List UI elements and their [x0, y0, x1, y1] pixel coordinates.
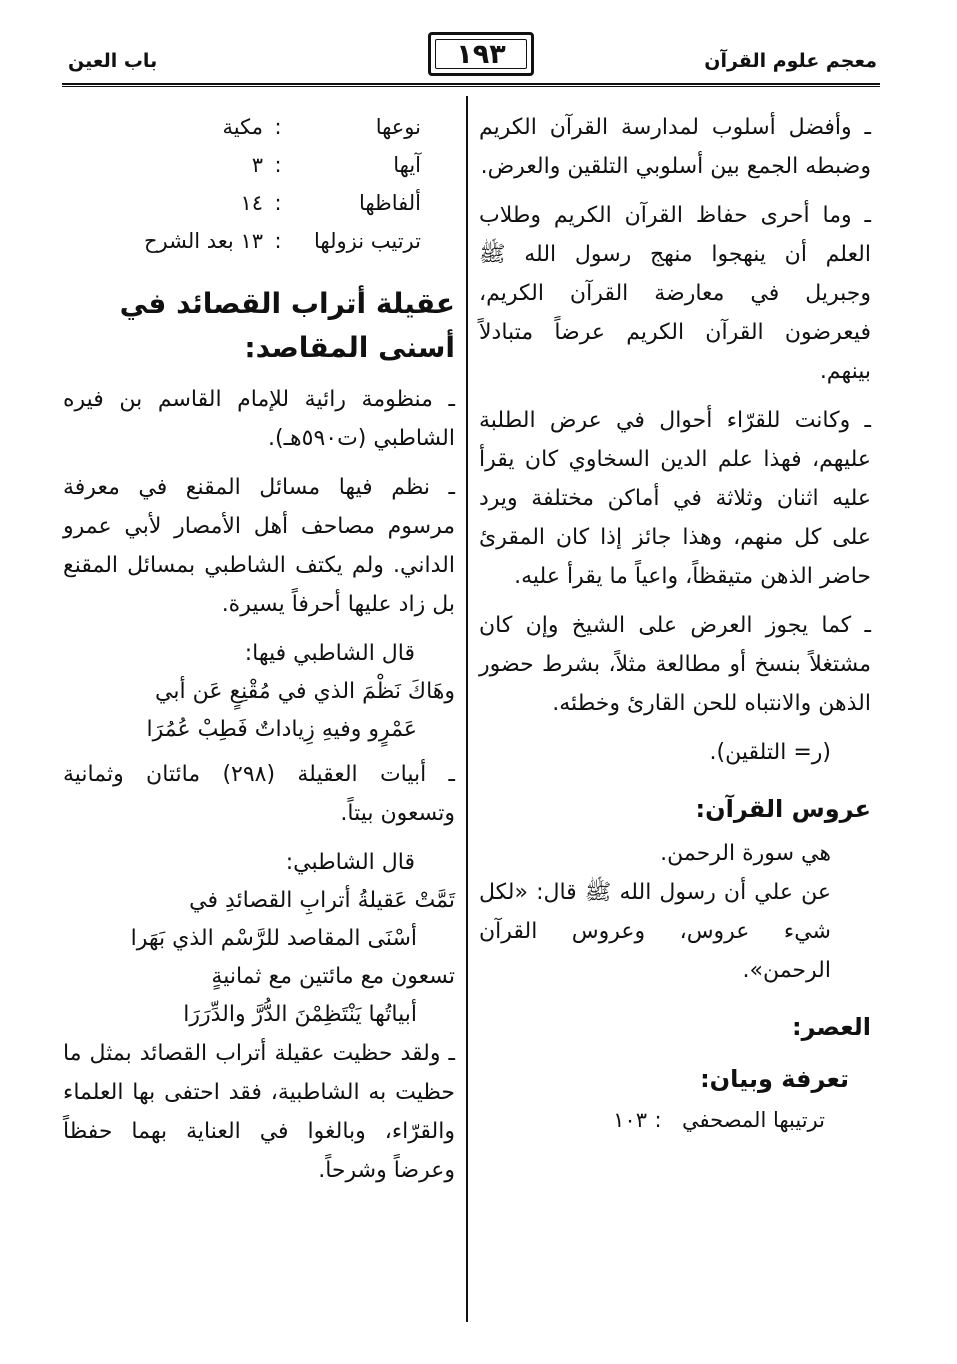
info-value: مكية	[222, 115, 263, 139]
info-row	[63, 184, 421, 222]
page-number: ١٩٣	[456, 38, 506, 70]
colon: :	[274, 115, 282, 139]
subheading: تعرفة وبيان:	[700, 1065, 849, 1093]
entry-heading: عروس القرآن:	[695, 795, 871, 823]
info-row	[63, 146, 421, 184]
verse-line: تسعون مع مائتين مع ثمانيةٍ	[211, 964, 455, 989]
header-rule	[62, 83, 880, 85]
info-label: ترتيب نزولها	[314, 229, 421, 253]
right-column	[479, 108, 871, 1140]
entry-title: عقيلة أتراب القصائد في أسنى المقاصد:	[119, 287, 455, 364]
info-label: ترتيبها المصحفي	[682, 1108, 825, 1132]
verse-line: عَمْرٍو وفيهِ زِياداتٌ فَطِبْ عُمُرَا	[146, 717, 417, 742]
page-number-box	[428, 32, 534, 76]
verse-line: أسْنَى المقاصد للرَّسْم الذي بَهَرا	[130, 926, 417, 951]
info-label: آيها	[393, 153, 421, 177]
info-label: ألفاظها	[358, 191, 421, 215]
info-row	[63, 222, 421, 260]
verse-line: تَمَّتْ عَقيلةُ أترابِ القصائدِ في	[189, 888, 455, 913]
info-value: ١٣ بعد الشرح	[143, 229, 263, 253]
verse	[63, 673, 455, 749]
paragraph: ـ وما أحرى حفاظ القرآن الكريم وطلاب العلم أن ينهجوا منهج رسول الله ﷺ وجبريل في معارضة القرآن الكريم، فيعرضون القرآن الكريم عرضاً متبادلاً بينهم.	[479, 203, 871, 384]
left-column	[63, 108, 455, 1190]
paragraph: ـ وأفضل أسلوب لمدارسة القرآن الكريم وضبطه الجمع بين أسلوبي التلقين والعرض.	[479, 115, 871, 179]
paragraph: ـ منظومة رائية للإمام القاسم بن فيره الشاطبي (ت٥٩٠هـ).	[63, 387, 455, 451]
page-header	[0, 24, 957, 84]
info-value: ١٠٣	[613, 1108, 647, 1132]
info-value: ١٤	[240, 191, 263, 215]
info-row	[63, 108, 421, 146]
paragraph: ـ كما يجوز العرض على الشيخ وإن كان مشتغلاً بنسخ أو مطالعة مثلاً، بشرط حضور الذهن والانتباه للحن القارئ وخطئه.	[479, 613, 871, 716]
paragraph: ـ ولقد حظيت عقيلة أتراب القصائد بمثل ما حظيت به الشاطبية، فقد احتفى بها العلماء والقرّاء، وبالغوا في العناية بهما حفظاً وعرضاً وشرحاً.	[63, 1041, 455, 1183]
verse	[63, 882, 455, 1034]
colon: :	[274, 229, 282, 253]
paragraph: قال الشاطبي:	[285, 850, 415, 875]
colon: :	[654, 1108, 662, 1132]
paragraph: ـ وكانت للقرّاء أحوال في عرض الطلبة عليهم، فهذا علم الدين السخاوي كان يقرأ عليه اثنان وثلاثة في أماكن مختلفة ويرد على كل منهم، وهذا جائز إذا كان المقرئ حاضر الذهن متيقظاً، واعياً ما يقرأ عليه.	[479, 408, 871, 589]
info-label: نوعها	[375, 115, 421, 139]
column-divider	[466, 96, 468, 1322]
verse-line: وهَاكَ نَظْمَ الذي في مُقْنِعٍ عَن أبي	[155, 679, 455, 704]
cross-reference: (ر= التلقين).	[709, 740, 831, 765]
hadith-paragraph: عن علي أن رسول الله ﷺ قال: «لكل شيء عروس، وعروس القرآن الرحمن».	[479, 880, 831, 983]
entry-heading: العصر:	[792, 1013, 871, 1041]
section-title: باب العين	[68, 50, 158, 72]
colon: :	[274, 191, 282, 215]
header-rule-thin	[62, 86, 880, 87]
paragraph: هي سورة الرحمن.	[660, 841, 831, 866]
verse-line: أبياتُها يَنْتَظِمْنَ الدُّرَّ والدِّرَرَا	[183, 1002, 417, 1027]
info-row	[479, 1100, 871, 1140]
paragraph: ـ نظم فيها مسائل المقنع في معرفة مرسوم مصاحف أهل الأمصار لأبي عمرو الداني. ولم يكتف الشاطبي بمسائل المقنع بل زاد عليها أحرفاً يسيرة.	[63, 475, 455, 617]
colon: :	[274, 153, 282, 177]
info-value: ٣	[251, 153, 263, 177]
paragraph: ـ أبيات العقيلة (٢٩٨) مائتان وثمانية وتسعون بيتاً.	[63, 762, 455, 826]
book-title: معجم علوم القرآن	[704, 50, 877, 72]
info-table	[63, 108, 455, 260]
paragraph: قال الشاطبي فيها:	[244, 641, 415, 666]
